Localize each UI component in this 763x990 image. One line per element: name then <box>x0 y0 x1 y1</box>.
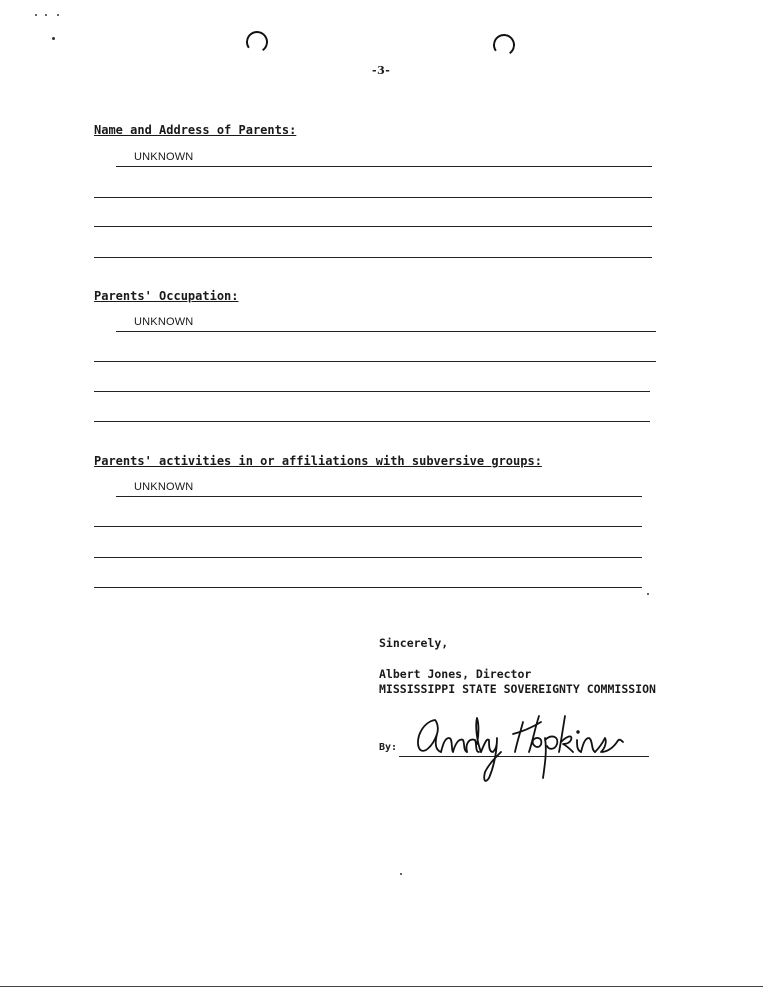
form-line <box>94 526 642 527</box>
section-heading-parents-address: Name and Address of Parents: <box>94 123 297 137</box>
scan-speck <box>57 14 59 16</box>
form-line <box>94 557 642 558</box>
section-heading-parents-occupation: Parents' Occupation: <box>94 289 239 303</box>
form-line <box>94 391 650 392</box>
form-line <box>116 496 642 497</box>
answer-parents-occupation: UNKNOWN <box>134 316 194 328</box>
form-line <box>94 421 650 422</box>
form-line <box>94 197 652 198</box>
form-line <box>94 361 656 362</box>
scan-speck <box>647 593 649 595</box>
scan-speck <box>400 873 402 875</box>
form-line <box>116 331 656 332</box>
form-line <box>94 587 642 588</box>
scan-speck <box>45 14 47 16</box>
signer-organization: MISSISSIPPI STATE SOVEREIGNTY COMMISSION <box>379 682 656 696</box>
form-line <box>94 257 652 258</box>
handwritten-signature <box>405 708 655 788</box>
binder-hole-mark <box>244 29 269 54</box>
scan-speck <box>52 37 55 40</box>
closing-salutation: Sincerely, <box>379 636 449 650</box>
signer-name-title: Albert Jones, Director <box>379 667 532 681</box>
form-line <box>116 166 652 167</box>
by-label: By: <box>379 742 398 753</box>
page-number: -3- <box>372 64 391 77</box>
answer-subversive-groups: UNKNOWN <box>134 481 194 493</box>
scan-speck <box>35 14 37 16</box>
binder-hole-mark <box>491 32 516 57</box>
page-bottom-edge <box>0 986 763 987</box>
answer-parents-address: UNKNOWN <box>134 151 194 163</box>
form-line <box>94 226 652 227</box>
section-heading-subversive-groups: Parents' activities in or affiliations with subversive groups: <box>94 454 542 468</box>
